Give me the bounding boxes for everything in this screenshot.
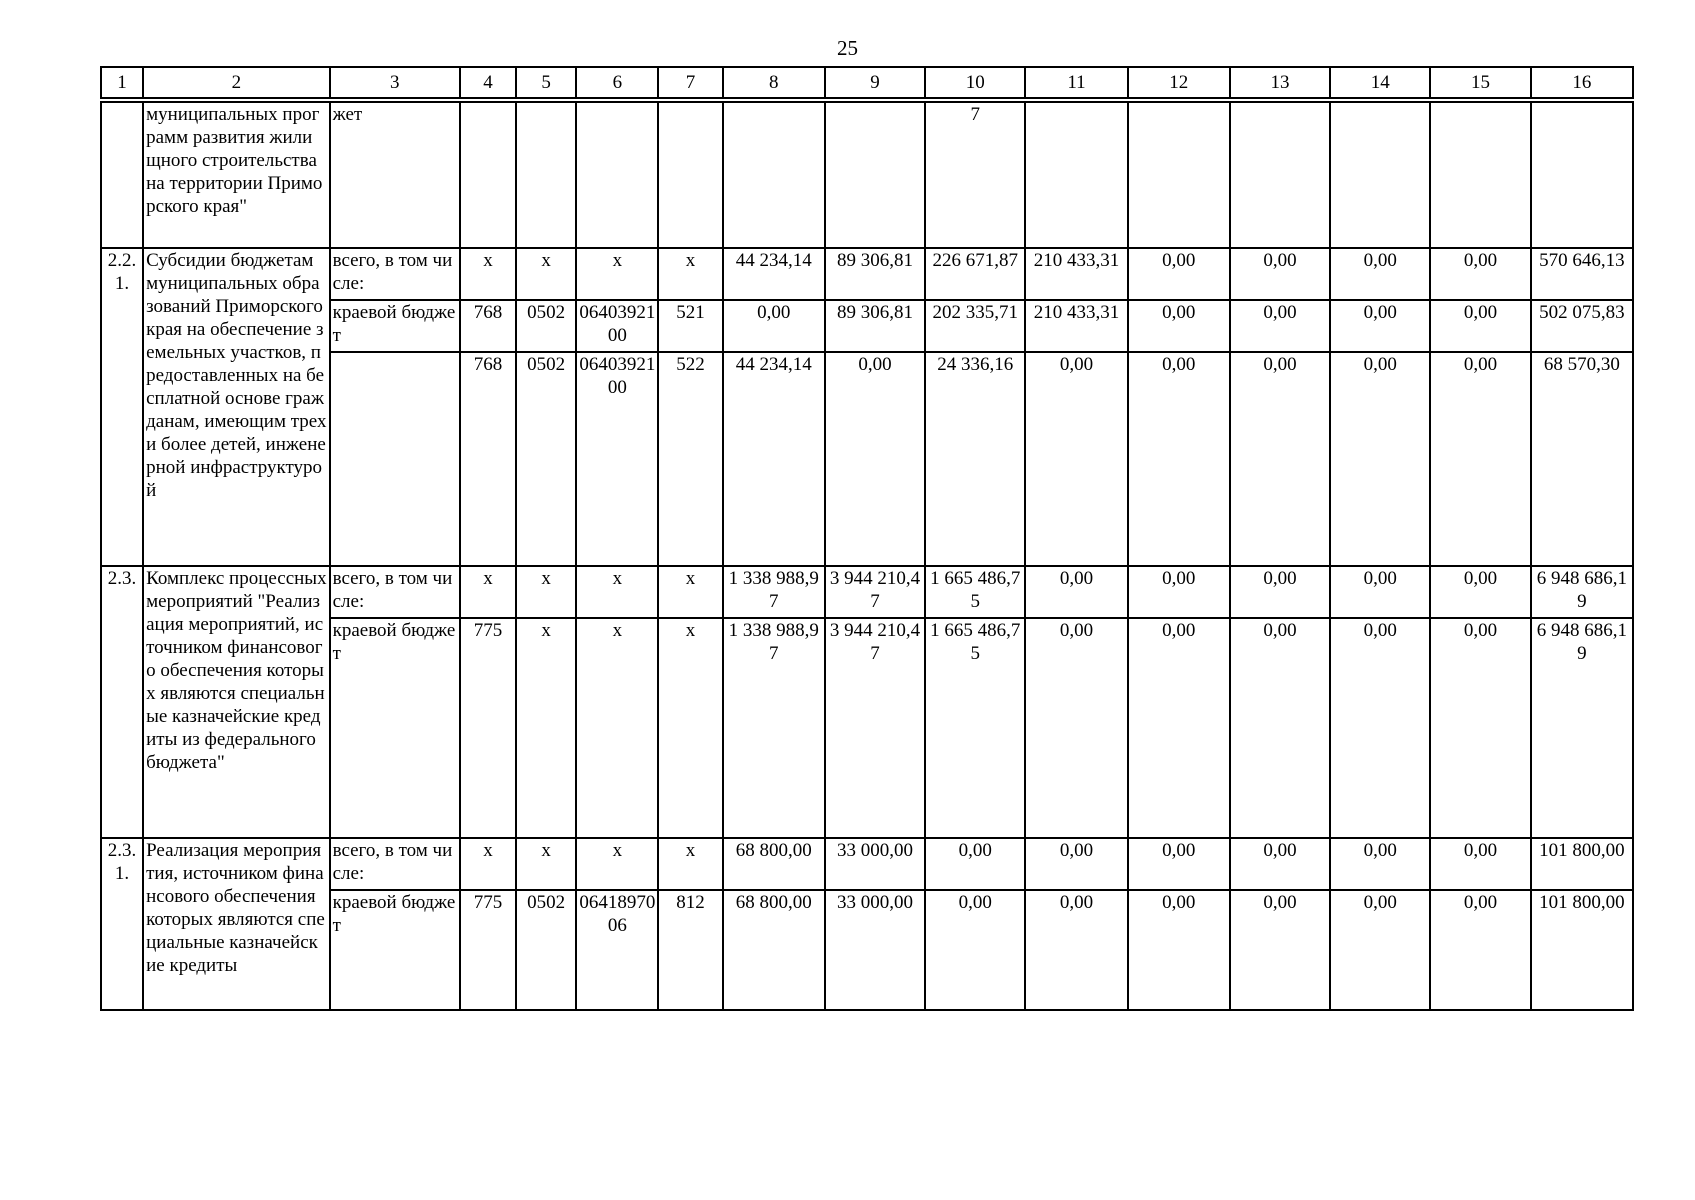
value-cell: 0,00 <box>1230 618 1330 838</box>
value-cell: x <box>516 566 576 618</box>
value-cell: 0,00 <box>1430 618 1530 838</box>
value-cell <box>1230 102 1330 248</box>
value-cell: 0640392100 <box>576 300 658 352</box>
value-cell: x <box>658 566 722 618</box>
value-cell: 812 <box>658 890 722 1010</box>
value-cell: 0,00 <box>1128 248 1230 300</box>
value-cell: 0,00 <box>723 300 825 352</box>
column-number-cell: 12 <box>1128 67 1230 98</box>
value-cell: x <box>576 248 658 300</box>
value-cell: 0640392100 <box>576 352 658 566</box>
value-cell: x <box>516 618 576 838</box>
value-cell: 0,00 <box>1330 248 1430 300</box>
value-cell: 0,00 <box>1128 890 1230 1010</box>
value-cell: 1 665 486,75 <box>925 566 1025 618</box>
column-number-cell: 9 <box>825 67 925 98</box>
funding-source-cell: всего, в том числе: <box>330 566 460 618</box>
value-cell: 89 306,81 <box>825 300 925 352</box>
column-number-cell: 7 <box>658 67 722 98</box>
value-cell: x <box>658 838 722 890</box>
value-cell: 0,00 <box>1430 352 1530 566</box>
table-row <box>101 838 1633 890</box>
value-cell: 6 948 686,19 <box>1531 618 1633 838</box>
column-number-cell: 6 <box>576 67 658 98</box>
funding-source-cell: всего, в том числе: <box>330 248 460 300</box>
column-number-cell: 11 <box>1025 67 1127 98</box>
column-number-row <box>101 67 1633 98</box>
value-cell: 0,00 <box>1330 566 1430 618</box>
funding-source-cell: краевой бюджет <box>330 300 460 352</box>
value-cell: 0,00 <box>825 352 925 566</box>
value-cell: 0,00 <box>1025 890 1127 1010</box>
table-row <box>101 102 1633 248</box>
value-cell: 0,00 <box>1330 618 1430 838</box>
value-cell: 68 570,30 <box>1531 352 1633 566</box>
row-name-cell: Реализация мероприятия, источником финансового обеспечения которых являются специальные казначейские кредиты <box>143 838 329 1010</box>
value-cell <box>1025 102 1127 248</box>
value-cell: 768 <box>460 352 516 566</box>
value-cell: 0,00 <box>1430 890 1530 1010</box>
value-cell: 502 075,83 <box>1531 300 1633 352</box>
value-cell: 0,00 <box>1330 300 1430 352</box>
value-cell: 0,00 <box>1025 566 1127 618</box>
value-cell: x <box>576 566 658 618</box>
value-cell: 3 944 210,47 <box>825 618 925 838</box>
value-cell: 202 335,71 <box>925 300 1025 352</box>
value-cell: 101 800,00 <box>1531 838 1633 890</box>
value-cell: 521 <box>658 300 722 352</box>
funding-source-cell: всего, в том числе: <box>330 838 460 890</box>
value-cell: 0,00 <box>1430 566 1530 618</box>
value-cell <box>460 102 516 248</box>
value-cell: 1 665 486,75 <box>925 618 1025 838</box>
column-number-cell: 2 <box>143 67 329 98</box>
value-cell: 44 234,14 <box>723 352 825 566</box>
value-cell: x <box>576 618 658 838</box>
column-number-cell: 8 <box>723 67 825 98</box>
table-row <box>101 566 1633 618</box>
value-cell <box>1330 102 1430 248</box>
value-cell: 210 433,31 <box>1025 248 1127 300</box>
value-cell: x <box>658 618 722 838</box>
value-cell: 570 646,13 <box>1531 248 1633 300</box>
funding-source-cell: жет <box>330 102 460 248</box>
value-cell: x <box>516 838 576 890</box>
value-cell: 0,00 <box>1330 838 1430 890</box>
value-cell: 33 000,00 <box>825 890 925 1010</box>
value-cell: 0,00 <box>1128 566 1230 618</box>
value-cell: 0641897006 <box>576 890 658 1010</box>
value-cell: x <box>516 248 576 300</box>
row-number-cell: 2.3. <box>101 566 143 838</box>
value-cell: 0,00 <box>1430 248 1530 300</box>
value-cell: 210 433,31 <box>1025 300 1127 352</box>
value-cell: 0,00 <box>1230 838 1330 890</box>
value-cell: x <box>460 838 516 890</box>
column-number-cell: 14 <box>1330 67 1430 98</box>
column-number-cell: 4 <box>460 67 516 98</box>
value-cell: 0,00 <box>1128 618 1230 838</box>
value-cell: 0,00 <box>1230 566 1330 618</box>
value-cell: 775 <box>460 618 516 838</box>
value-cell: 0,00 <box>1330 352 1430 566</box>
value-cell: 775 <box>460 890 516 1010</box>
value-cell: 0,00 <box>925 838 1025 890</box>
table-row <box>101 618 1633 838</box>
value-cell: 0,00 <box>1128 838 1230 890</box>
value-cell: 1 338 988,97 <box>723 566 825 618</box>
column-number-cell: 3 <box>330 67 460 98</box>
value-cell: x <box>460 248 516 300</box>
value-cell: 33 000,00 <box>825 838 925 890</box>
value-cell: 0,00 <box>1430 838 1530 890</box>
value-cell: 0,00 <box>1025 352 1127 566</box>
value-cell: 0,00 <box>1430 300 1530 352</box>
value-cell <box>516 102 576 248</box>
value-cell: 0,00 <box>1330 890 1430 1010</box>
table-row <box>101 890 1633 1010</box>
value-cell: 768 <box>460 300 516 352</box>
funding-source-cell: краевой бюджет <box>330 618 460 838</box>
value-cell: 0,00 <box>925 890 1025 1010</box>
value-cell: x <box>460 566 516 618</box>
row-number-cell: 2.3.1. <box>101 838 143 1010</box>
table-row <box>101 248 1633 300</box>
value-cell: 1 338 988,97 <box>723 618 825 838</box>
column-number-cell: 15 <box>1430 67 1530 98</box>
value-cell <box>825 102 925 248</box>
value-cell: 0,00 <box>1230 352 1330 566</box>
column-number-cell: 16 <box>1531 67 1633 98</box>
value-cell: 0502 <box>516 890 576 1010</box>
value-cell: 24 336,16 <box>925 352 1025 566</box>
column-number-cell: 13 <box>1230 67 1330 98</box>
value-cell: x <box>576 838 658 890</box>
column-number-cell: 10 <box>925 67 1025 98</box>
budget-table <box>100 66 1634 1011</box>
value-cell: 89 306,81 <box>825 248 925 300</box>
value-cell: 101 800,00 <box>1531 890 1633 1010</box>
value-cell: 0,00 <box>1128 300 1230 352</box>
value-cell <box>1430 102 1530 248</box>
table-row <box>101 352 1633 566</box>
value-cell: 44 234,14 <box>723 248 825 300</box>
page-number: 25 <box>837 36 858 60</box>
value-cell: 226 671,87 <box>925 248 1025 300</box>
value-cell: 68 800,00 <box>723 890 825 1010</box>
value-cell: 522 <box>658 352 722 566</box>
value-cell: 0,00 <box>1025 618 1127 838</box>
value-cell: 0,00 <box>1230 248 1330 300</box>
row-number-cell <box>101 102 143 248</box>
column-number-cell: 5 <box>516 67 576 98</box>
value-cell <box>723 102 825 248</box>
value-cell: 0,00 <box>1025 838 1127 890</box>
funding-source-cell <box>330 352 460 566</box>
value-cell: 7 <box>925 102 1025 248</box>
value-cell: 3 944 210,47 <box>825 566 925 618</box>
value-cell <box>576 102 658 248</box>
row-name-cell: муниципальных программ развития жилищного строительства на территории Приморского края" <box>143 102 329 248</box>
value-cell: 6 948 686,19 <box>1531 566 1633 618</box>
value-cell: 0,00 <box>1230 890 1330 1010</box>
value-cell: 68 800,00 <box>723 838 825 890</box>
value-cell: 0,00 <box>1128 352 1230 566</box>
table-row <box>101 300 1633 352</box>
table-body <box>101 67 1633 1010</box>
funding-source-cell: краевой бюджет <box>330 890 460 1010</box>
row-number-cell: 2.2.1. <box>101 248 143 566</box>
row-name-cell: Комплекс процессных мероприятий "Реализация мероприятий, источником финансового обеспечения которых являются специальные казначейские кредиты из федерального бюджета" <box>143 566 329 838</box>
value-cell: 0502 <box>516 300 576 352</box>
value-cell: x <box>658 248 722 300</box>
value-cell: 0502 <box>516 352 576 566</box>
value-cell <box>1128 102 1230 248</box>
value-cell: 0,00 <box>1230 300 1330 352</box>
row-name-cell: Субсидии бюджетам муниципальных образований Приморского края на обеспечение земельных участков, предоставленных на бесплатной основе гражданам, имеющим трех и более детей, инженерной инфраструктурой <box>143 248 329 566</box>
value-cell <box>1531 102 1633 248</box>
column-number-cell: 1 <box>101 67 143 98</box>
value-cell <box>658 102 722 248</box>
